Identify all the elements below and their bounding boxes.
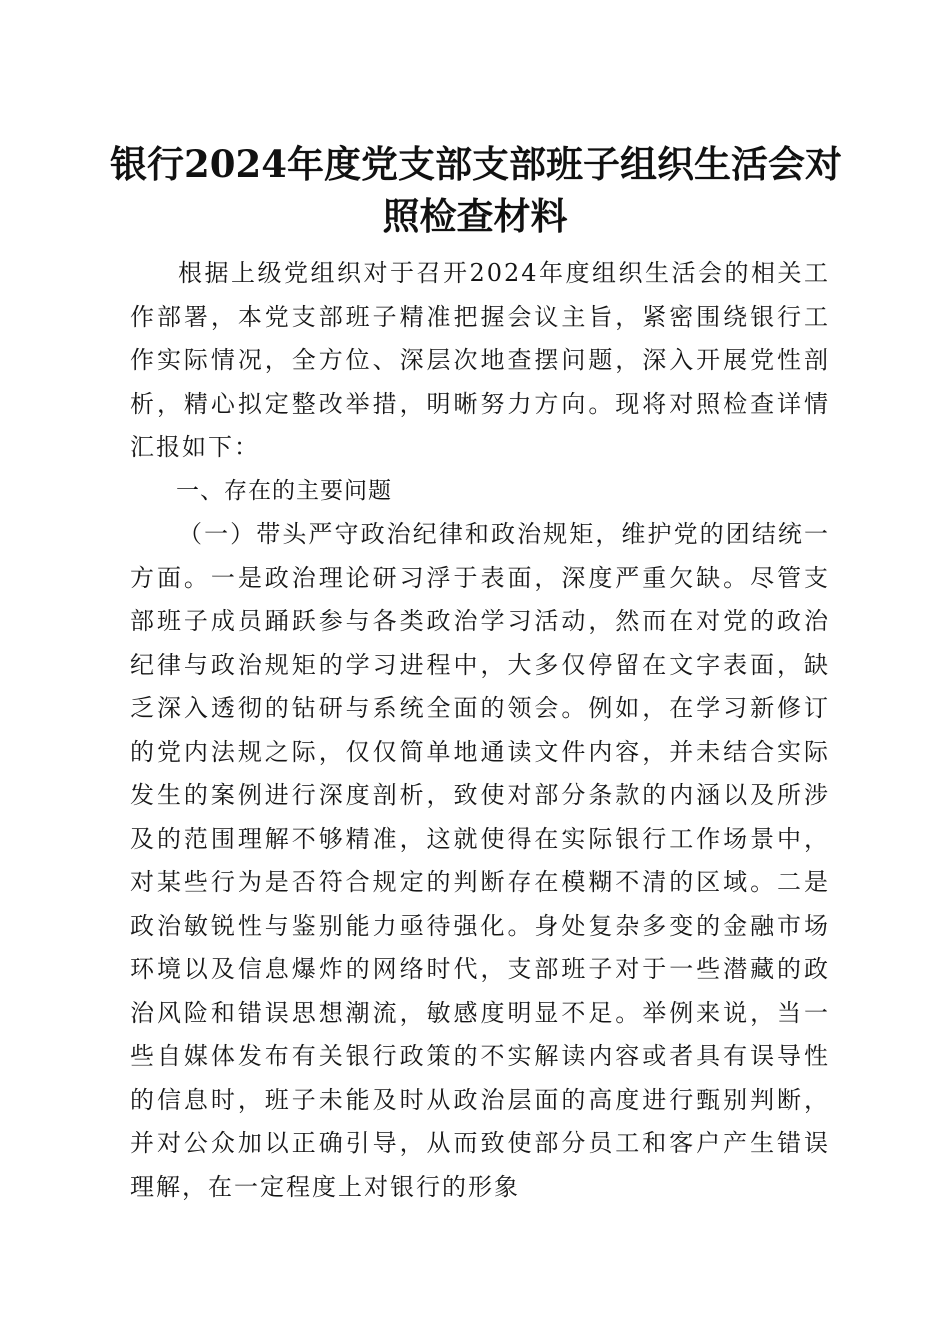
title-line-2: 照检查材料 bbox=[382, 194, 568, 238]
intro-paragraph: 根据上级党组织对于召开2024年度组织生活会的相关工作部署，本党支部班子精准把握会议主旨，紧密围绕银行工作实际情况，全方位、深层次地查摆问题，深入开展党性剖析，精心拟定整改举措，明晰努力方向。现将对照检查详情汇报如下： bbox=[130, 259, 830, 461]
document-body bbox=[130, 252, 830, 1209]
section-paragraph: （一）带头严守政治纪律和政治规矩，维护党的团结统一方面。一是政治理论研习浮于表面，深度严重欠缺。尽管支部班子成员踊跃参与各类政治学习活动，然而在对党的政治纪律与政治规矩的学习进程中，大多仅停留在文字表面，缺乏深入透彻的钻研与系统全面的领会。例如，在学习新修订的党内法规之际，仅仅简单地通读文件内容，并未结合实际发生的案例进行深度剖析，致使对部分条款的内涵以及所涉及的范围理解不够精准，这就使得在实际银行工作场景中，对某些行为是否符合规定的判断存在模糊不清的区域。二是政治敏锐性与鉴别能力亟待强化。身处复杂多变的金融市场环境以及信息爆炸的网络时代，支部班子对于一些潜藏的政治风险和错误思想潮流，敏感度明显不足。举例来说，当一些自媒体发布有关银行政策的不实解读内容或者具有误导性的信息时，班子未能及时从政治层面的高度进行甄别判断，并对公众加以正确引导，从而致使部分员工和客户产生错误理解，在一定程度上对银行的形象 bbox=[130, 520, 830, 1201]
document-title bbox=[110, 138, 840, 242]
title-line-1: 银行2024年度党支部支部班子组织生活会对 bbox=[110, 142, 842, 186]
section-heading: 一、存在的主要问题 bbox=[176, 477, 392, 504]
